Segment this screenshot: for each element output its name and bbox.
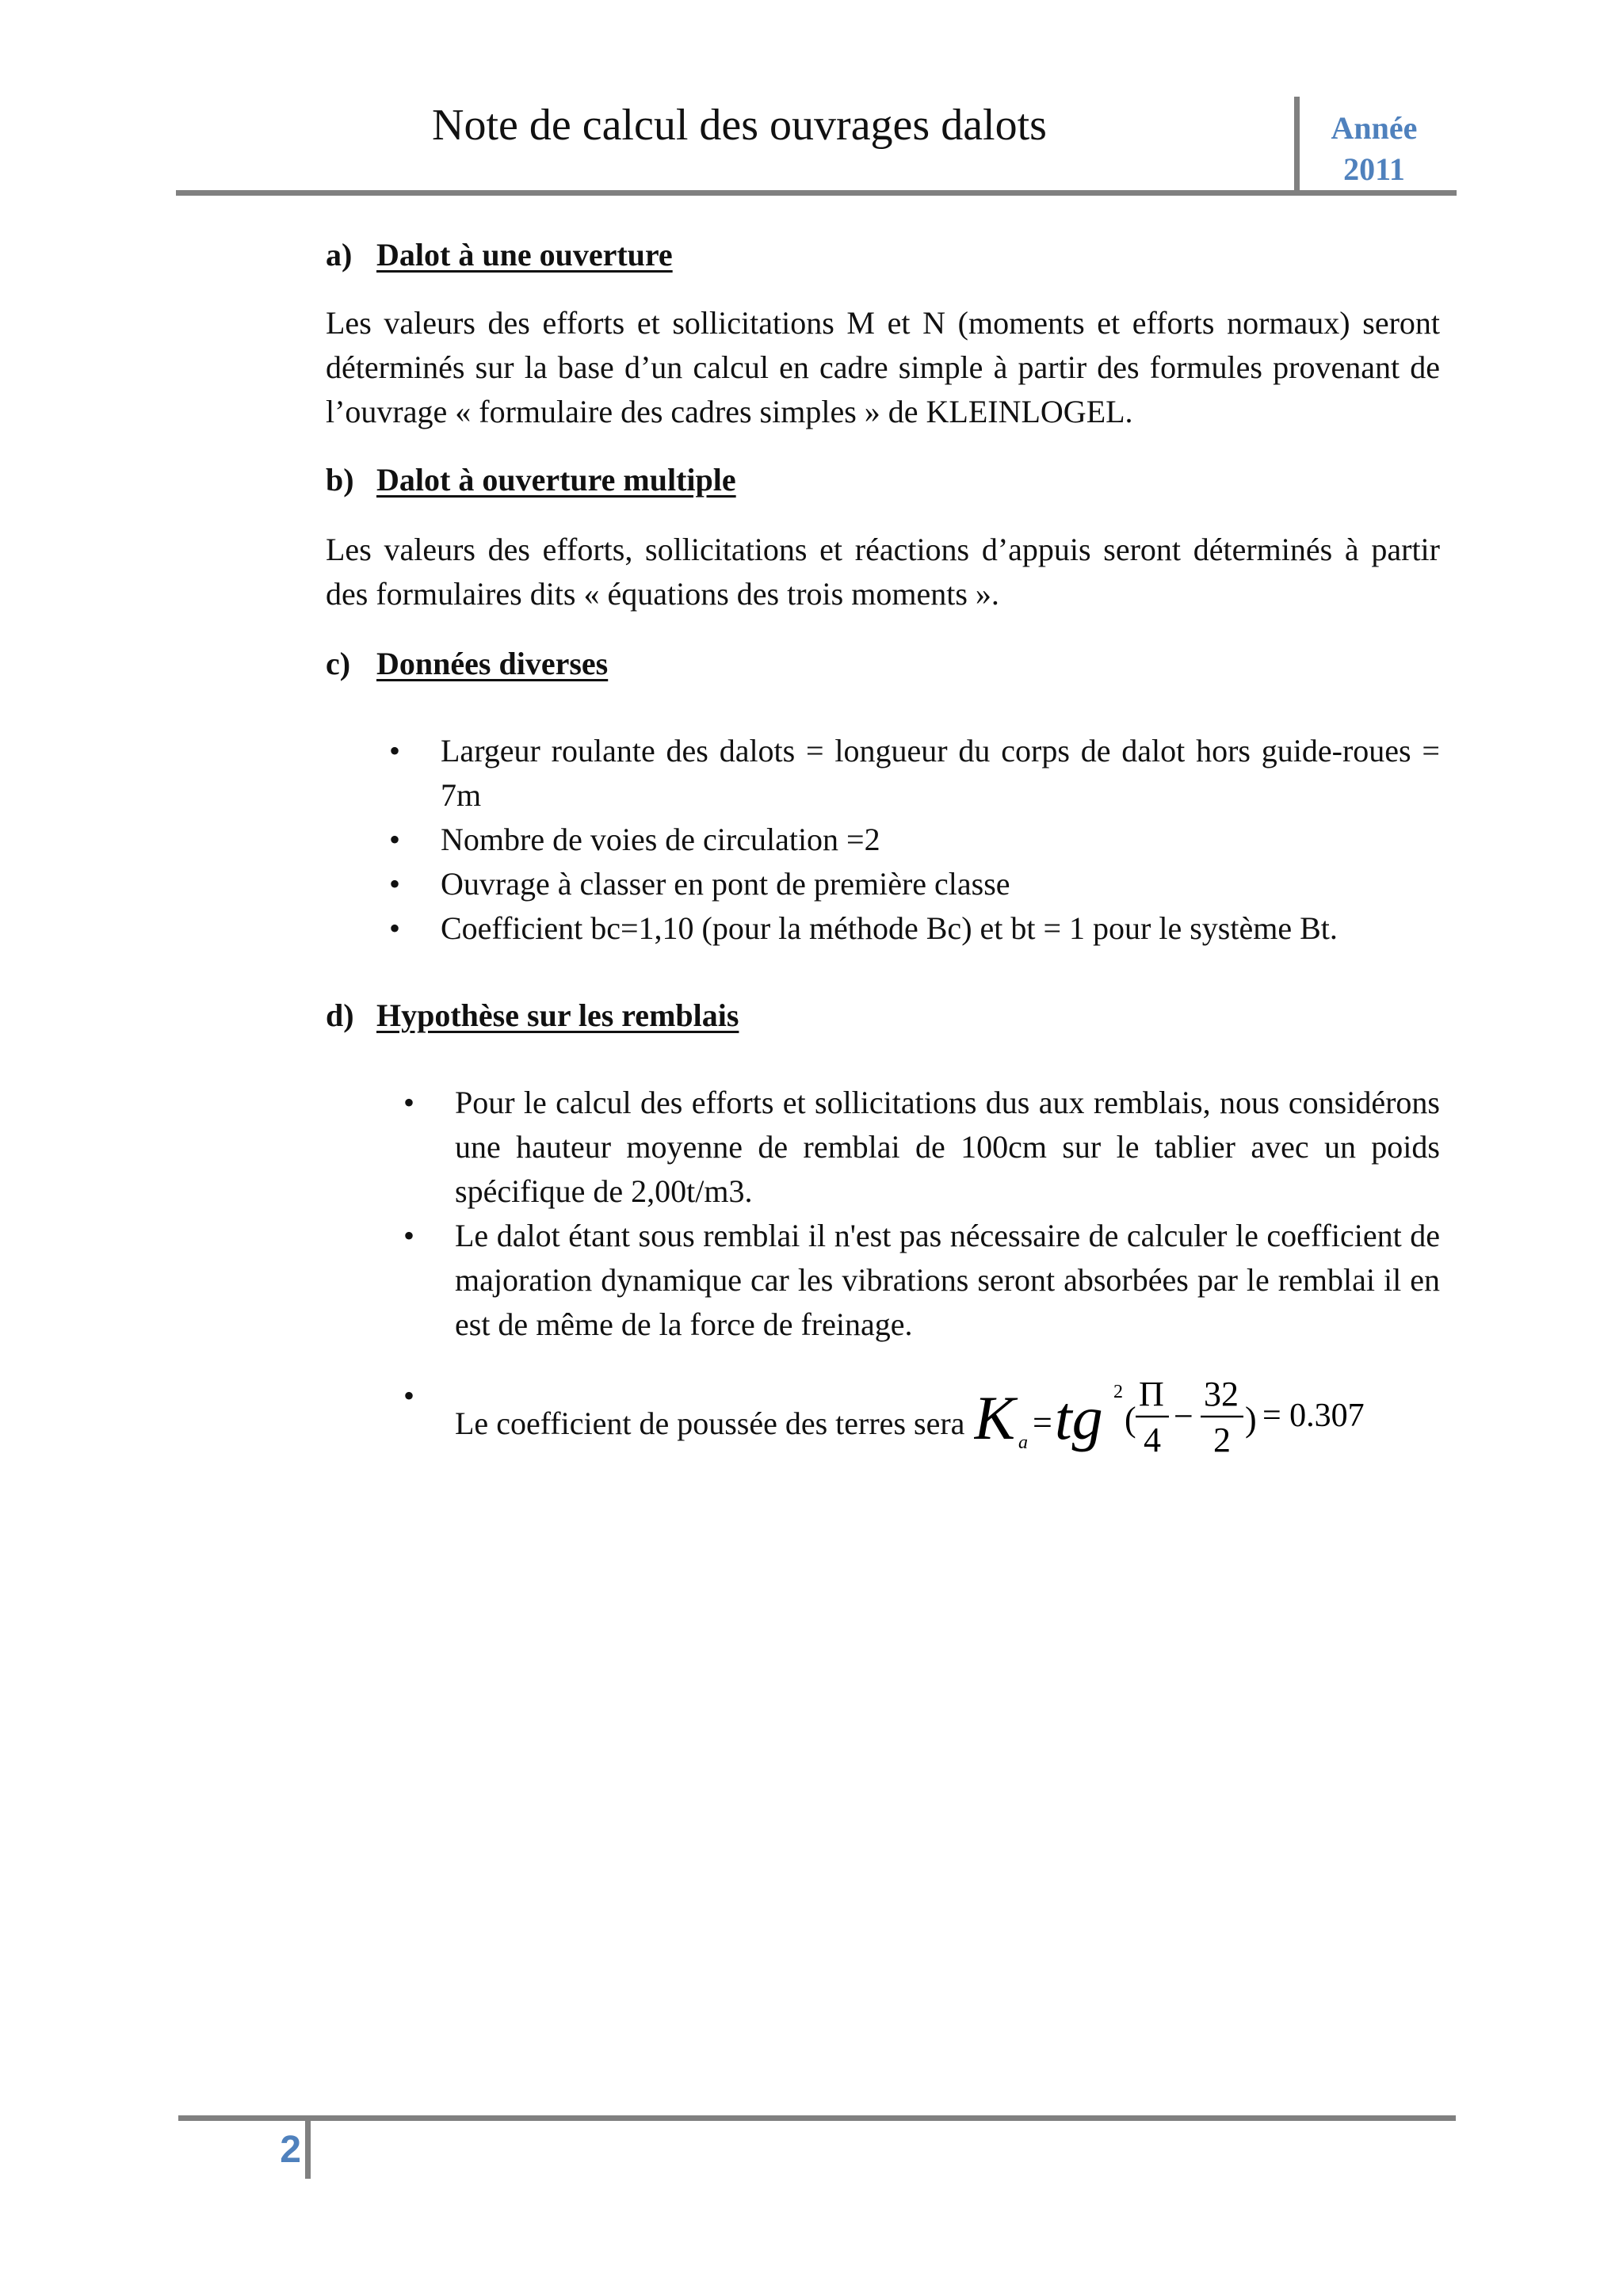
section-a-paragraph: Les valeurs des efforts et sollicitations M et N (moments et efforts normaux) seront déterminés sur la base d’un calcul en cadre simple à partir des formules provenant de l’ouvrage « formulaire des cadres simples » de KLEINLOGEL. [326, 305, 1440, 429]
list-item-text: Largeur roulante des dalots = longueur du corps de dalot hors guide-roues = 7m [441, 733, 1440, 813]
formula-result: = 0.307 [1262, 1398, 1365, 1434]
section-c-letter: c) [326, 646, 351, 681]
section-b-letter: b) [326, 462, 354, 498]
section-c-title: Données diverses [376, 646, 609, 681]
bullet-icon: • [389, 866, 401, 902]
header-year-block [1300, 108, 1449, 190]
list-item [326, 1081, 1440, 1214]
list-item-text: Le coefficient de poussée des terres sera [455, 1405, 965, 1441]
page-content [326, 233, 1440, 1461]
header-title: Note de calcul des ouvrages dalots [432, 101, 1047, 150]
list-item [326, 1214, 1440, 1347]
bullet-icon: • [403, 1218, 415, 1253]
page-number: 2 [280, 2129, 301, 2171]
ka-formula [974, 1374, 1386, 1461]
header-rule [176, 190, 1457, 196]
section-b-paragraph: Les valeurs des efforts, sollicitations et réactions d’appuis seront déterminés à partir des formulaires dits « équations des trois moments ». [326, 532, 1440, 612]
formula-open-paren: ( [1125, 1400, 1137, 1439]
formula-subscript: a [1018, 1432, 1029, 1453]
section-d-title: Hypothèse sur les remblais [376, 997, 739, 1033]
section-b-heading [326, 458, 1440, 502]
bullet-icon: • [403, 1378, 415, 1413]
section-a-letter: a) [326, 237, 353, 273]
list-item-text: Ouvrage à classer en pont de première classe [441, 866, 1010, 902]
formula-den1: 4 [1144, 1421, 1162, 1459]
header-year-value: 2011 [1343, 151, 1405, 187]
formula-close-paren: ) [1245, 1400, 1258, 1439]
formula-num2: 32 [1204, 1375, 1239, 1413]
formula-num1: Π [1139, 1375, 1165, 1413]
list-item [326, 818, 1440, 862]
list-item-text: Le dalot étant sous remblai il n'est pas nécessaire de calculer le coefficient de majoration dynamique car les vibrations seront absorbées par le remblai il en est de même de la force de freinage. [455, 1218, 1440, 1342]
formula-k: K [974, 1383, 1016, 1452]
section-a-heading [326, 233, 1440, 277]
list-item [326, 862, 1440, 906]
bullet-icon: • [389, 910, 401, 946]
section-b-title: Dalot à ouverture multiple [376, 462, 736, 498]
section-c-heading [326, 642, 1440, 686]
bullet-icon: • [403, 1085, 415, 1120]
list-item-text: Coefficient bc=1,10 (pour la méthode Bc) et bt = 1 pour le système Bt. [441, 910, 1338, 946]
list-item-text: Nombre de voies de circulation =2 [441, 822, 880, 857]
section-a-title: Dalot à une ouverture [376, 237, 673, 273]
section-d-letter: d) [326, 997, 354, 1033]
section-d-heading [326, 994, 1440, 1038]
footer-rule [178, 2115, 1456, 2121]
bullet-icon: • [389, 733, 401, 769]
footer-divider [305, 2115, 311, 2179]
formula-exponent: 2 [1113, 1382, 1124, 1402]
formula-equals: = [1033, 1403, 1053, 1442]
section-d-list [326, 1081, 1440, 1461]
formula-den2: 2 [1213, 1421, 1232, 1459]
header-year-label: Année [1331, 110, 1418, 146]
header-divider [1294, 97, 1300, 193]
bullet-icon: • [389, 822, 401, 857]
formula-minus: − [1174, 1397, 1194, 1436]
list-item [326, 1374, 1440, 1461]
formula-tg: tg [1055, 1383, 1104, 1452]
list-item [326, 906, 1440, 951]
list-item-text: Pour le calcul des efforts et sollicitations dus aux remblais, nous considérons une hauteur moyenne de remblai de 100cm sur le tablier avec un poids spécifique de 2,00t/m3. [455, 1085, 1440, 1209]
section-c-list [326, 729, 1440, 951]
list-item [326, 729, 1440, 818]
